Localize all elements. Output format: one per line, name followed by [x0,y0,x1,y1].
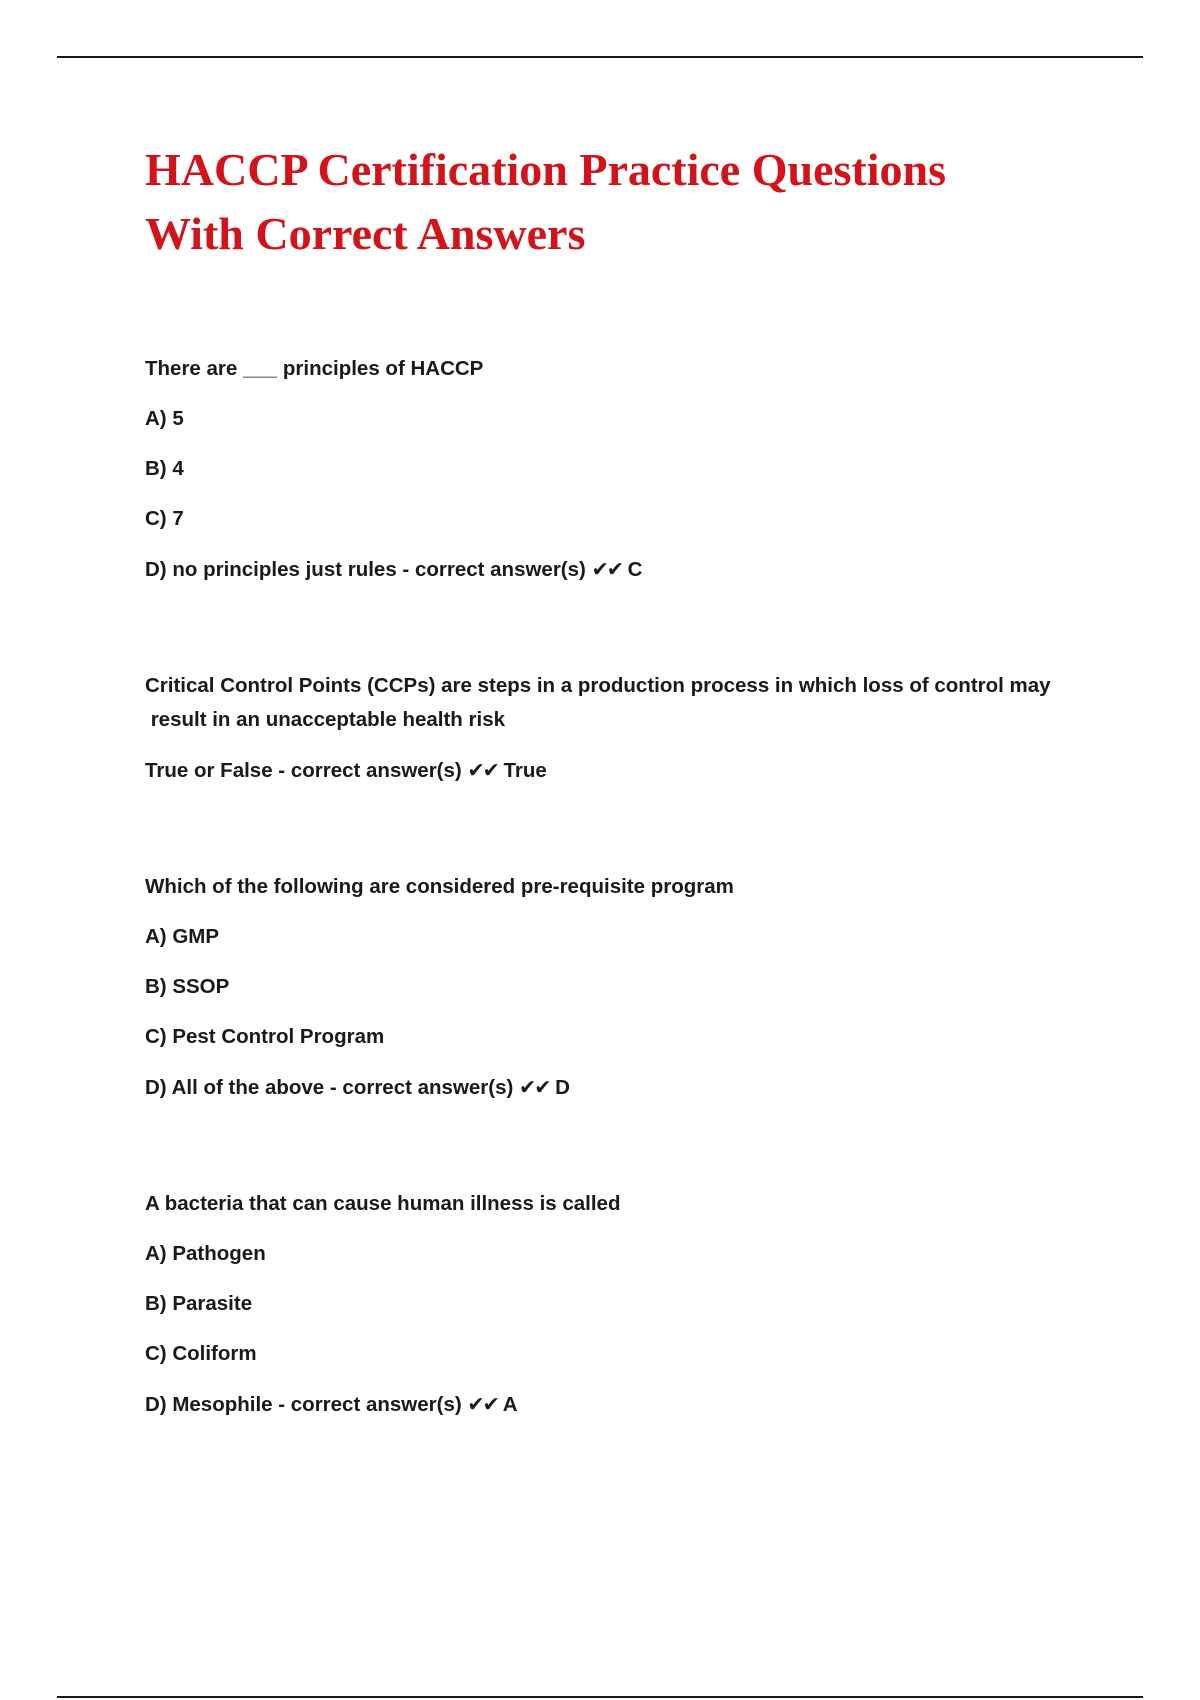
final-option-with-answer [145,753,1085,788]
document-title [145,138,1085,266]
answer-option: B) SSOP [145,975,230,998]
question-2 [145,669,1085,788]
final-option-text: D) no principles just rules - correct answer(s) [145,558,586,581]
document-body [145,138,1085,1504]
correct-answer: D [555,1076,570,1099]
top-rule [57,56,1143,58]
question-prompt-line-1: Critical Control Points (CCPs) are steps in a production process in which loss of control may [145,674,1051,697]
question-prompt: A bacteria that can cause human illness is called [145,1192,621,1215]
bottom-rule [57,1696,1143,1698]
question-prompt [145,669,1085,737]
title-line-1: HACCP Certification Practice Questions [145,144,946,195]
answer-option: A) Pathogen [145,1242,266,1265]
question-prompt: There are ___ principles of HACCP [145,357,484,380]
answer-option: C) Coliform [145,1342,257,1365]
double-check-icon: ✔✔ [519,1075,550,1099]
question-3 [145,870,1085,1105]
final-option-with-answer [145,1070,1085,1105]
answer-option: B) Parasite [145,1292,253,1315]
correct-answer: True [503,759,547,782]
answer-option: A) GMP [145,925,220,948]
question-list [145,352,1085,1422]
final-option-text: D) Mesophile - correct answer(s) [145,1393,462,1416]
answer-option: C) 7 [145,507,184,530]
question-prompt: Which of the following are considered pre-requisite program [145,875,734,898]
double-check-icon: ✔✔ [467,758,498,782]
correct-answer: A [502,1393,518,1416]
final-option-text: True or False - correct answer(s) [145,759,462,782]
correct-answer: C [627,558,643,581]
answer-option: A) 5 [145,407,184,430]
question-prompt-line-2: result in an unacceptable health risk [145,708,506,731]
double-check-icon: ✔✔ [591,557,622,581]
title-line-2: With Correct Answers [145,208,586,259]
answer-option: B) 4 [145,457,184,480]
final-option-text: D) All of the above - correct answer(s) [145,1076,514,1099]
final-option-with-answer [145,1387,1085,1422]
double-check-icon: ✔✔ [467,1392,498,1416]
question-1 [145,352,1085,587]
final-option-with-answer [145,552,1085,587]
question-4 [145,1187,1085,1422]
answer-option: C) Pest Control Program [145,1025,385,1048]
